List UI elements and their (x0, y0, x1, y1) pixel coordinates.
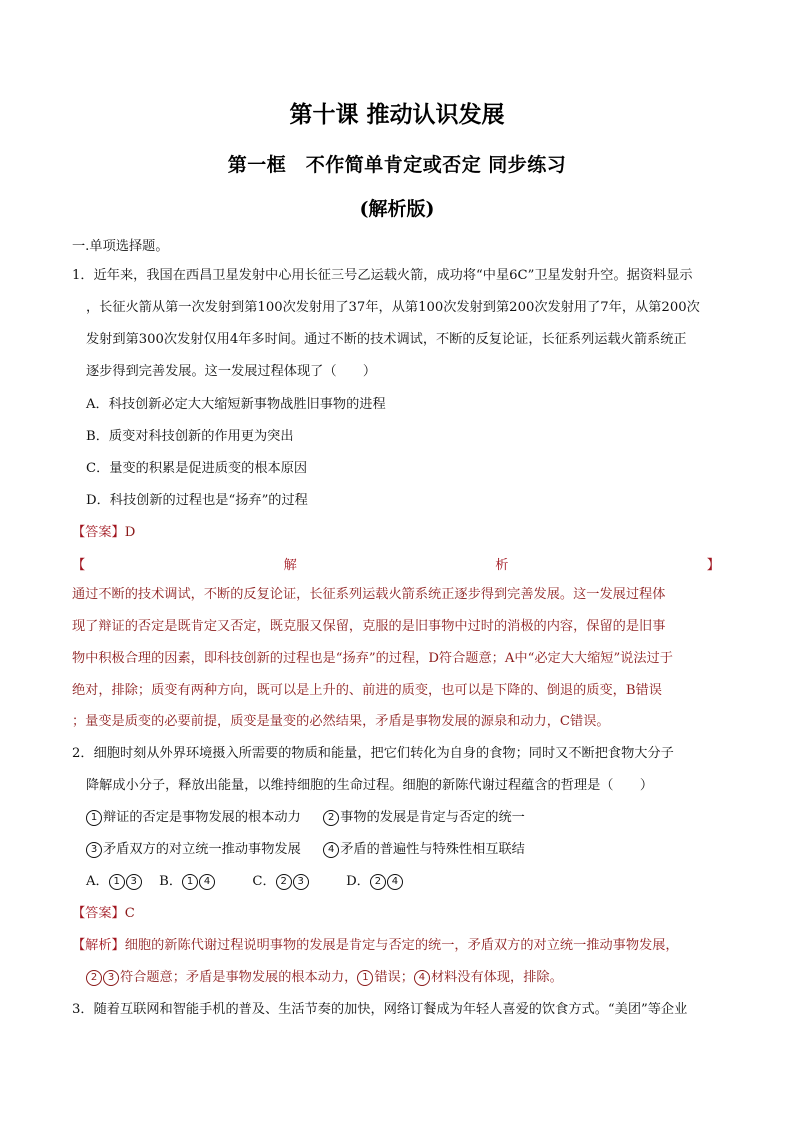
q1-answer-label: 【答案】 (72, 525, 125, 540)
q2-choice-b-label: B． (159, 874, 183, 889)
q2-analysis-label: 【解析】 (72, 938, 125, 953)
q1-stem-line-3: 发射到第300次发射仅用4年多时间。通过不断的技术调试，不断的反复论证，长征系列运载火箭系统正 (86, 332, 687, 347)
q2-choice-d-num-1: 2 (370, 874, 386, 890)
q2-analysis-text-2a: 符合题意；矛盾是事物发展的根本动力， (120, 970, 358, 985)
q2-item-3-text: 矛盾双方的对立统一推动事物发展 (103, 842, 301, 857)
q2-analysis-marker-1: 1 (357, 970, 373, 986)
q2-statements-row-2 (86, 841, 525, 859)
q1-answer (72, 524, 135, 542)
q2-choice-b-num-2: 4 (199, 874, 215, 890)
q2-choice-c-num-2: 3 (293, 874, 309, 890)
q2-choice-c-label: C． (252, 874, 276, 889)
q2-analysis-text-1: 细胞的新陈代谢过程说明事物的发展是肯定与否定的统一，矛盾双方的对立统一推动事物发展， (124, 938, 679, 953)
q1-analysis-bracket-open: 【 (72, 558, 86, 573)
q1-analysis-label (72, 554, 720, 573)
q2-analysis-line-1 (72, 937, 679, 955)
q1-analysis-bracket-close: 】 (706, 558, 720, 573)
q2-choice-b-num-1: 1 (182, 874, 198, 890)
q2-stem-line-1: 2．细胞时刻从外界环境摄入所需要的物质和能量，把它们转化为自身的食物；同时又不断把食物大分子 (72, 746, 674, 761)
q1-answer-value: D (124, 525, 136, 540)
q2-choice-d-label: D． (346, 874, 370, 889)
q2-analysis-text-2c: 材料没有体现，排除。 (430, 970, 563, 985)
q2-analysis-marker-4: 4 (414, 970, 430, 986)
q1-analysis-line-2: 现了辩证的否定是既肯定又否定，既克服又保留，克服的是旧事物中过时的消极的内容，保留的是旧事 (72, 619, 666, 634)
q2-item-1-text: 辩证的否定是事物发展的根本动力 (103, 810, 301, 825)
q2-item-4-marker: 4 (323, 842, 339, 858)
q2-choice-a-num-2: 3 (126, 874, 142, 890)
q1-analysis-char-2: 析 (495, 558, 509, 573)
q2-item-2-text: 事物的发展是肯定与否定的统一 (340, 810, 525, 825)
q1-stem-line-1: 1．近年来，我国在西昌卫星发射中心用长征三号乙运载火箭，成功将“中星6C”卫星发射升空。据资料显示 (72, 268, 693, 283)
q2-statements-row-1 (86, 809, 525, 827)
q3-stem-line-1: 3．随着互联网和智能手机的普及、生活节奏的加快，网络订餐成为年轻人喜爱的饮食方式。“美团”等企业 (72, 1002, 688, 1017)
q2-choice-d-num-2: 4 (387, 874, 403, 890)
q1-option-b: B．质变对科技创新的作用更为突出 (86, 429, 294, 444)
q1-option-d: D．科技创新的过程也是“扬弃”的过程 (86, 493, 308, 508)
q1-analysis-line-4: 绝对，排除；质变有两种方向，既可以是上升的、前进的质变，也可以是下降的、倒退的质变，B错误 (72, 683, 662, 698)
q2-choices-row (86, 873, 404, 891)
q2-choice-c-num-1: 2 (276, 874, 292, 890)
q1-stem-line-4: 逐步得到完善发展。这一发展过程体现了（ ） (86, 364, 377, 379)
q2-item-1-marker: 1 (86, 810, 102, 826)
q2-analysis-line-2 (86, 969, 563, 987)
q1-option-c: C．量变的积累是促进质变的根本原因 (86, 461, 308, 476)
q1-analysis-line-3: 物中积极合理的因素，即科技创新的过程也是“扬弃”的过程，D符合题意；A中“必定大大缩短”说法过于 (72, 651, 673, 666)
q2-answer-label: 【答案】 (72, 906, 125, 921)
page-title: 第十课 推动认识发展 (289, 101, 505, 128)
q1-analysis-line-5: ；量变是质变的必要前提，质变是量变的必然结果，矛盾是事物发展的源泉和动力，C错误。 (72, 714, 610, 729)
q1-analysis-line-1: 通过不断的技术调试，不断的反复论证，长征系列运载火箭系统正逐步得到完善发展。这一发展过程体 (72, 587, 666, 602)
q2-item-2-marker: 2 (323, 810, 339, 826)
q1-option-a: A．科技创新必定大大缩短新事物战胜旧事物的进程 (86, 397, 386, 412)
q2-analysis-marker-3: 3 (103, 970, 119, 986)
q2-stem-line-2: 降解成小分子，释放出能量，以维持细胞的生命过程。细胞的新陈代谢过程蕴含的哲理是（ ） (86, 778, 654, 793)
q1-analysis-char-1: 解 (283, 558, 297, 573)
q2-analysis-text-2b: 错误； (374, 970, 414, 985)
q1-stem-line-2: ，长征火箭从第一次发射到第100次发射用了37年，从第100次发射到第200次发射用了7年，从第200次 (86, 300, 700, 315)
version-label: (解析版) (359, 198, 435, 220)
page-subtitle: 第一框 不作简单肯定或否定 同步练习 (227, 154, 567, 176)
q2-item-3-marker: 3 (86, 842, 102, 858)
q2-choice-a-num-1: 1 (109, 874, 125, 890)
section-heading: 一.单项选择题。 (72, 239, 169, 254)
q2-item-4-text: 矛盾的普遍性与特殊性相互联结 (340, 842, 525, 857)
q2-choice-a-label: A． (86, 874, 109, 889)
q2-answer-value: C (124, 906, 135, 921)
q2-analysis-marker-2: 2 (86, 970, 102, 986)
q2-answer (72, 905, 135, 923)
